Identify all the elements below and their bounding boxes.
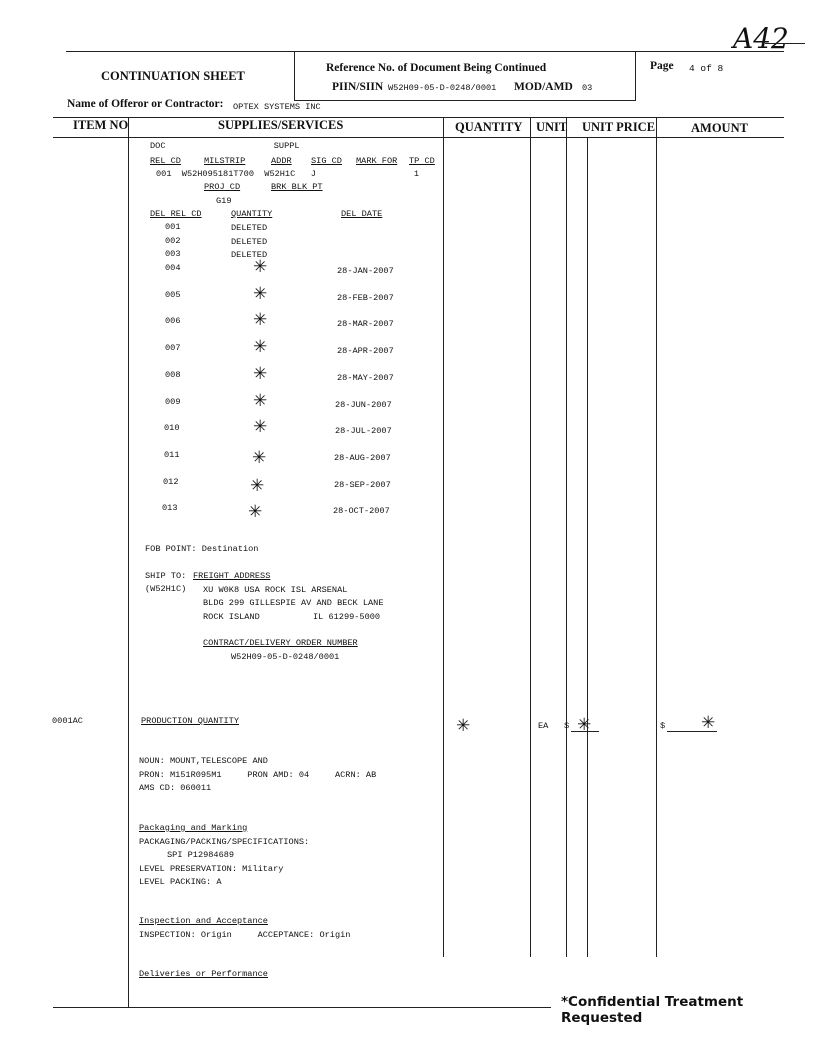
del-code: 007 [165, 343, 181, 353]
col-item-no: ITEM NO [73, 118, 129, 132]
redaction-mark: ✳ [248, 502, 263, 522]
del-date-header: DEL DATE [341, 209, 383, 219]
page-label: Page [650, 60, 674, 72]
unit-price-dollar: $ [564, 721, 570, 731]
doc-header-line: DOC SUPPL [150, 141, 300, 151]
unit-price-redaction: ✳ [577, 715, 592, 735]
block1-data-row: 001 W52H095181T700 W52H1C J 1 [156, 169, 420, 179]
ship-state-zip: IL 61299-5000 [313, 612, 381, 622]
col-line-item [128, 117, 129, 1007]
del-qty: DELETED [231, 237, 268, 247]
del-date: 28-JAN-2007 [337, 266, 394, 276]
columns-top-rule [53, 117, 784, 118]
quantity-redaction: ✳ [456, 716, 471, 736]
redaction-mark: ✳ [253, 310, 268, 330]
confidential-notice: *Confidential Treatment Requested [561, 994, 744, 1026]
del-code: 009 [165, 397, 181, 407]
columns-bottom-rule [53, 137, 784, 138]
sig-cd-header: SIG CD [311, 156, 342, 166]
del-date: 28-APR-2007 [337, 346, 394, 356]
inspection-acceptance: INSPECTION: Origin ACCEPTANCE: Origin [139, 930, 351, 940]
handwritten-page-annotation: A42 [733, 22, 789, 55]
contract-order-number: W52H09-05-D-0248/0001 [231, 652, 340, 662]
ship-city: ROCK ISLAND [203, 612, 260, 622]
fob-point: FOB POINT: Destination [145, 544, 259, 554]
annotation-underline [765, 43, 805, 44]
piin-label: PIIN/SIIN [332, 81, 384, 93]
brk-blk-pt-header: BRK BLK PT [271, 182, 323, 192]
quantity-header: QUANTITY [231, 209, 273, 219]
tp-cd-header: TP CD [409, 156, 435, 166]
del-date: 28-SEP-2007 [334, 480, 391, 490]
header-divider-1 [294, 51, 295, 101]
freight-address-label: FREIGHT ADDRESS [193, 571, 271, 581]
rel-cd-header: REL CD [150, 156, 181, 166]
redaction-mark: ✳ [253, 391, 268, 411]
level-packing: LEVEL PACKING: A [139, 877, 222, 887]
piin-value: W52H09-05-D-0248/0001 [388, 83, 497, 93]
offeror-label: Name of Offeror or Contractor: [67, 98, 224, 110]
reference-label: Reference No. of Document Being Continued [326, 62, 547, 74]
del-date: 28-MAR-2007 [337, 319, 394, 329]
ship-address-line1: XU W0K8 USA ROCK ISL ARSENAL [203, 585, 348, 595]
col-line-unitprice-inner [587, 137, 588, 957]
proj-cd-header: PROJ CD [204, 182, 241, 192]
deliveries-title: Deliveries or Performance [139, 969, 268, 979]
mark-for-header: MARK FOR [356, 156, 398, 166]
col-unit: UNIT [536, 120, 568, 134]
footer-rule [53, 1007, 551, 1008]
del-date: 28-JUN-2007 [335, 400, 392, 410]
del-date: 28-AUG-2007 [334, 453, 391, 463]
offeror-name: OPTEX SYSTEMS INC [233, 102, 321, 112]
del-date: 28-JUL-2007 [335, 426, 392, 436]
del-code: 005 [165, 290, 181, 300]
milstrip-header: MILSTRIP [204, 156, 246, 166]
addr-header: ADDR [271, 156, 292, 166]
col-amount: AMOUNT [691, 121, 748, 135]
noun-line: NOUN: MOUNT,TELESCOPE AND [139, 756, 268, 766]
mod-label: MOD/AMD [514, 81, 573, 93]
amount-dollar: $ [660, 721, 666, 731]
col-unit-price: UNIT PRICE [582, 120, 656, 134]
header-divider-2 [635, 51, 636, 101]
packaging-spec-label: PACKAGING/PACKING/SPECIFICATIONS: [139, 837, 310, 847]
packaging-spec-value: SPI P12984689 [167, 850, 235, 860]
col-line-quantity [530, 117, 531, 957]
del-code: 001 [165, 222, 181, 232]
redaction-mark: ✳ [253, 284, 268, 304]
ship-to-label: SHIP TO: [145, 571, 187, 581]
del-code: 010 [164, 423, 180, 433]
pron-line: PRON: M151R095M1 PRON AMD: 04 ACRN: AB [139, 770, 377, 780]
contract-order-label: CONTRACT/DELIVERY ORDER NUMBER [203, 638, 358, 648]
col-line-supplies [443, 117, 444, 957]
del-qty: DELETED [231, 250, 268, 260]
packaging-title: Packaging and Marking [139, 823, 248, 833]
header-top-rule [66, 51, 784, 52]
ship-address-line2: BLDG 299 GILLESPIE AV AND BECK LANE [203, 598, 384, 608]
inspection-title: Inspection and Acceptance [139, 916, 268, 926]
redaction-mark: ✳ [253, 364, 268, 384]
page-number: 4 of 8 [689, 63, 724, 74]
proj-cd-value: G19 [216, 196, 232, 206]
redaction-mark: ✳ [253, 337, 268, 357]
del-code: 004 [165, 263, 181, 273]
del-date: 28-OCT-2007 [333, 506, 390, 516]
redaction-mark: ✳ [253, 417, 268, 437]
del-qty: DELETED [231, 223, 268, 233]
amount-redaction: ✳ [701, 713, 716, 733]
item-title: PRODUCTION QUANTITY [141, 716, 239, 726]
mod-value: 03 [582, 83, 593, 93]
col-quantity: QUANTITY [455, 120, 523, 134]
redaction-mark: ✳ [252, 448, 267, 468]
del-code: 013 [162, 503, 178, 513]
item-unit: EA [538, 721, 549, 731]
ship-code: (W52H1C) [145, 584, 187, 594]
col-line-unitprice [656, 117, 657, 957]
sheet-title: CONTINUATION SHEET [101, 69, 245, 83]
level-preservation: LEVEL PRESERVATION: Military [139, 864, 284, 874]
del-date: 28-FEB-2007 [337, 293, 394, 303]
col-line-unit [564, 117, 570, 957]
item-number: 0001AC [52, 716, 83, 726]
del-rel-cd-header: DEL REL CD [150, 209, 202, 219]
del-code: 002 [165, 236, 181, 246]
ams-cd-line: AMS CD: 060011 [139, 783, 212, 793]
del-code: 003 [165, 249, 181, 259]
del-date: 28-MAY-2007 [337, 373, 394, 383]
redaction-mark: ✳ [253, 257, 268, 277]
del-code: 011 [164, 450, 180, 460]
redaction-mark: ✳ [250, 476, 265, 496]
col-supplies-services: SUPPLIES/SERVICES [218, 118, 344, 132]
header-bottom-rule [294, 100, 636, 101]
del-code: 012 [163, 477, 179, 487]
del-code: 008 [165, 370, 181, 380]
del-code: 006 [165, 316, 181, 326]
